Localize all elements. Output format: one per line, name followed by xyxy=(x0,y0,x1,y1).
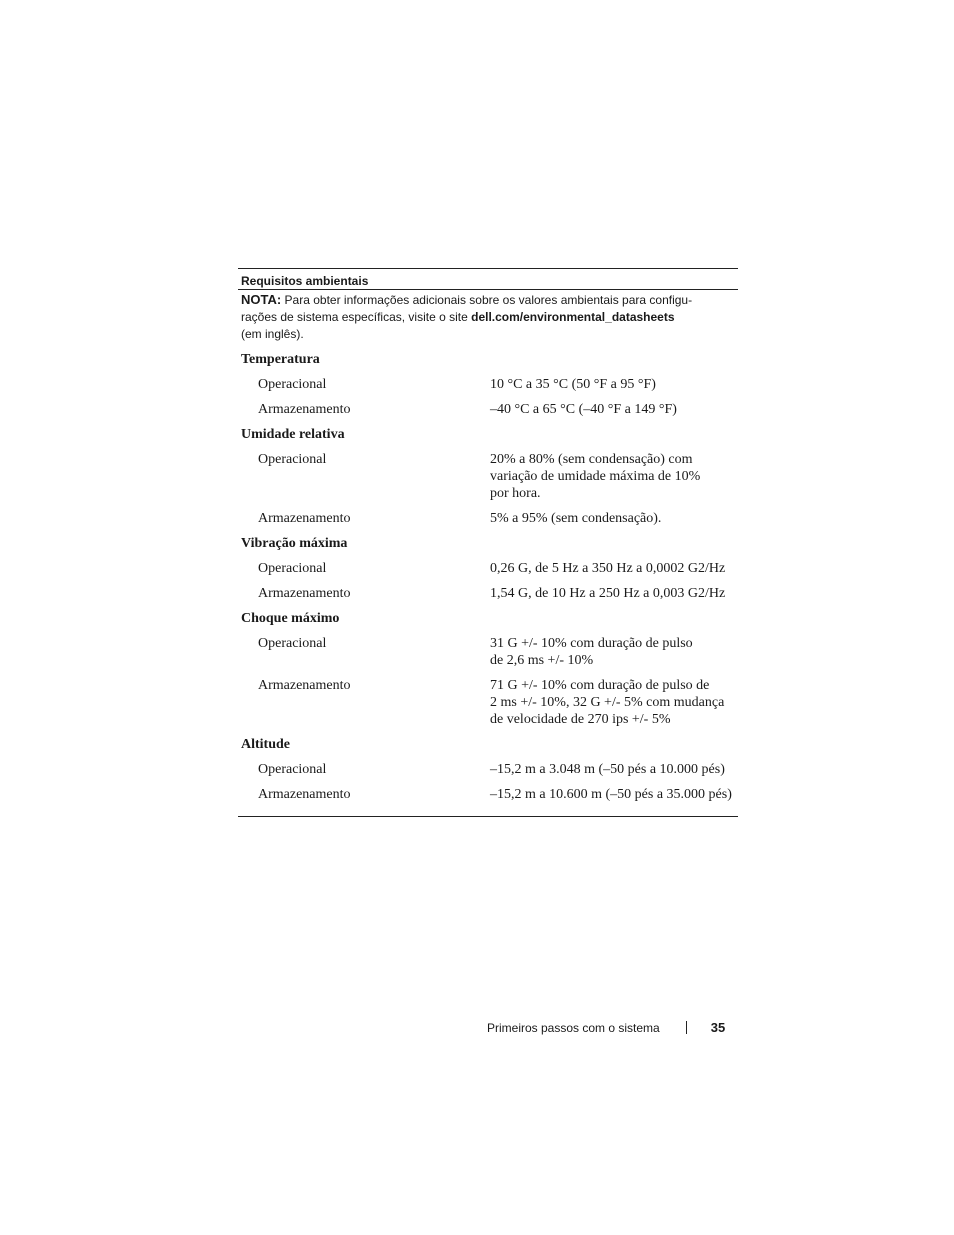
row-value xyxy=(490,401,738,425)
row-label: Operacional xyxy=(258,377,327,392)
row-label: Armazenamento xyxy=(258,511,351,526)
page-number: 35 xyxy=(710,1020,726,1035)
row-value-line: 10 °C a 35 °C (50 °F a 95 °F) xyxy=(490,377,656,392)
row-value-line: –15,2 m a 10.600 m (–50 pés a 35.000 pés) xyxy=(490,787,732,802)
row-value-line: 2 ms +/- 10%, 32 G +/- 5% com mudança xyxy=(490,695,725,710)
row-value-line: 5% a 95% (sem condensação). xyxy=(490,511,662,526)
environmental-requirements-table xyxy=(238,268,738,817)
note-line-2 xyxy=(241,309,738,326)
note-line-1 xyxy=(241,291,738,309)
section-title: Umidade relativa xyxy=(241,427,345,442)
row-label: Operacional xyxy=(258,452,327,467)
table-bottom-rule xyxy=(238,816,738,817)
section-title: Temperatura xyxy=(241,352,320,367)
row-value-line: –15,2 m a 3.048 m (–50 pés a 10.000 pés) xyxy=(490,762,725,777)
table-row xyxy=(238,400,738,425)
table-row xyxy=(238,584,738,609)
row-value-line: 20% a 80% (sem condensação) com xyxy=(490,452,693,467)
section-title: Choque máximo xyxy=(241,611,340,626)
row-value xyxy=(490,510,738,534)
row-value-line: 71 G +/- 10% com duração de pulso de xyxy=(490,678,710,693)
row-value-line: –40 °C a 65 °C (–40 °F a 149 °F) xyxy=(490,402,677,417)
row-value-line: por hora. xyxy=(490,486,541,501)
row-value-line: 0,26 G, de 5 Hz a 350 Hz a 0,0002 G2/Hz xyxy=(490,561,726,576)
row-value xyxy=(490,585,738,609)
table-row xyxy=(238,509,738,534)
section-title: Altitude xyxy=(241,737,290,752)
note-text-2: rações de sistema específicas, visite o site xyxy=(241,310,468,324)
table-body xyxy=(238,350,738,810)
table-row xyxy=(238,634,738,676)
section-title: Vibração máxima xyxy=(241,536,348,551)
note-url-link[interactable]: dell.com/environmental_datasheets xyxy=(471,310,675,324)
row-value-line: 31 G +/- 10% com duração de pulso xyxy=(490,636,693,651)
row-label: Operacional xyxy=(258,636,327,651)
row-value-line: variação de umidade máxima de 10% xyxy=(490,469,701,484)
row-value xyxy=(490,451,738,509)
table-header: Requisitos ambientais xyxy=(241,274,369,288)
row-label: Armazenamento xyxy=(258,787,351,802)
row-label: Operacional xyxy=(258,762,327,777)
row-value-line: de 2,6 ms +/- 10% xyxy=(490,653,594,668)
row-label: Armazenamento xyxy=(258,402,351,417)
note-text-1: Para obter informações adicionais sobre os valores ambientais para configu- xyxy=(284,293,693,307)
row-value xyxy=(490,635,738,676)
table-row xyxy=(238,760,738,785)
row-value-line: de velocidade de 270 ips +/- 5% xyxy=(490,712,671,727)
table-row xyxy=(238,559,738,584)
note-label: NOTA: xyxy=(241,292,282,307)
row-value-line: 1,54 G, de 10 Hz a 250 Hz a 0,003 G2/Hz xyxy=(490,586,726,601)
table-row xyxy=(238,785,738,810)
page-footer xyxy=(487,1020,725,1036)
row-label: Operacional xyxy=(258,561,327,576)
table-row xyxy=(238,450,738,509)
row-value xyxy=(490,761,738,785)
row-value xyxy=(490,786,738,810)
table-row xyxy=(238,375,738,400)
note-block xyxy=(238,290,738,343)
row-label: Armazenamento xyxy=(258,678,351,693)
row-value xyxy=(490,560,738,584)
table-row xyxy=(238,676,738,735)
footer-title: Primeiros passos com o sistema xyxy=(487,1021,660,1035)
note-text-3: (em inglês). xyxy=(241,327,304,341)
row-value xyxy=(490,376,738,400)
row-label: Armazenamento xyxy=(258,586,351,601)
footer-separator xyxy=(686,1021,687,1034)
row-value xyxy=(490,677,738,735)
